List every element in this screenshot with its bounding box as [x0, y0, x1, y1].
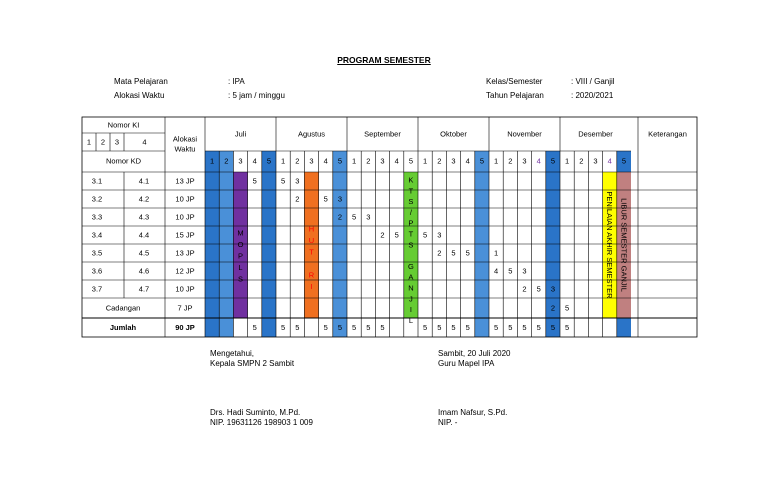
- week-cell-value: 5: [465, 248, 470, 258]
- event-letter: H: [308, 224, 315, 234]
- header-nomor-kd: Nomor KD: [105, 156, 142, 166]
- event-letter: N: [408, 283, 414, 293]
- event-letter: L: [238, 263, 243, 272]
- document-title: PROGRAM SEMESTER: [337, 55, 431, 65]
- jp-value: 10 JP: [175, 212, 195, 222]
- event-letter: T: [408, 229, 414, 239]
- jp-value: 10 JP: [175, 284, 195, 294]
- cadangan-label: Cadangan: [105, 303, 141, 313]
- week-cell-value: 5: [550, 323, 555, 332]
- jp-value: 13 JP: [175, 248, 195, 258]
- event-letter: J: [409, 294, 413, 304]
- ki-number: 3: [114, 137, 120, 147]
- week-cell-value: 3: [522, 266, 527, 276]
- week-cell-value: 2: [380, 230, 385, 240]
- ki-value: 3.5: [91, 248, 103, 258]
- week-cell-value: 4: [494, 266, 499, 276]
- header-alokasi: Alokasi: [172, 134, 198, 144]
- kd-value: 4.5: [138, 248, 150, 258]
- week-cell-value: 5: [252, 323, 257, 332]
- week-cell-value: 5: [451, 248, 456, 258]
- week-cell-value: 5: [465, 323, 470, 332]
- jp-value: 15 JP: [175, 230, 195, 240]
- jp-value: 12 JP: [175, 266, 195, 276]
- week-number: 5: [550, 156, 555, 166]
- kelas-label: Kelas/Semester: [486, 77, 543, 86]
- week-cell-value: 2: [295, 194, 300, 204]
- event-letter: M: [237, 228, 244, 238]
- week-number: 3: [309, 156, 314, 166]
- week-cell-value: 5: [508, 266, 513, 276]
- week-number: 3: [451, 156, 456, 166]
- ki-number: 1: [86, 137, 92, 147]
- event-letter: S: [408, 197, 414, 207]
- event-letter: P: [408, 218, 414, 228]
- event-letter: S: [408, 240, 414, 250]
- month-header: Juli: [234, 129, 247, 139]
- month-header: Oktober: [440, 129, 467, 139]
- week-number: 1: [210, 156, 215, 166]
- week-number: 3: [593, 156, 598, 166]
- event-label: LIBUR SEMESTER GANJIL: [619, 198, 629, 292]
- week-number: 5: [479, 156, 484, 166]
- alokasi-value: : 5 jam / minggu: [228, 91, 285, 100]
- month-header: Agustus: [297, 129, 326, 139]
- week-number: 1: [494, 156, 499, 166]
- tahun-label: Tahun Pelajaran: [486, 91, 544, 100]
- cadangan-jp: 7 JP: [177, 303, 193, 313]
- event-letter: O: [237, 240, 244, 249]
- sig-left-line1: Mengetahui,: [210, 349, 255, 358]
- event-letter: I: [409, 305, 412, 315]
- header-alokasi: Waktu: [174, 144, 196, 154]
- sig-left-line2: Kepala SMPN 2 Sambit: [210, 359, 295, 368]
- event-letter: S: [237, 274, 244, 284]
- week-number: 5: [621, 156, 626, 166]
- week-cell-value: 3: [550, 284, 555, 294]
- week-cell-value: 5: [565, 303, 570, 313]
- week-cell-value: 5: [494, 323, 499, 332]
- jumlah-label: Jumlah: [109, 323, 137, 332]
- sig-left-name: Drs. Hadi Suminto, M.Pd.: [210, 408, 301, 417]
- event-letter: R: [308, 270, 315, 280]
- week-cell-value: 5: [437, 323, 442, 332]
- ki-value: 3.4: [91, 230, 103, 240]
- jp-value: 13 JP: [175, 176, 195, 186]
- week-cell-value: 5: [536, 284, 541, 294]
- event-letter: /: [409, 207, 412, 217]
- kd-value: 4.1: [138, 176, 150, 186]
- week-number: 3: [238, 156, 243, 166]
- event-letter: K: [408, 175, 414, 185]
- kd-value: 4.7: [138, 284, 150, 294]
- jp-value: 10 JP: [175, 194, 195, 204]
- event-letter: A: [408, 272, 414, 282]
- week-cell-value: 5: [522, 323, 527, 332]
- week-cell-value: 5: [366, 323, 371, 332]
- sig-right-line1: Sambit, 20 Juli 2020: [438, 349, 511, 358]
- week-cell-value: 1: [494, 248, 499, 258]
- ki-value: 3.2: [91, 194, 103, 204]
- week-cell-value: 5: [394, 230, 399, 240]
- week-number: 5: [408, 156, 413, 166]
- week-number: 4: [607, 156, 612, 166]
- week-number: 4: [394, 156, 399, 166]
- week-number: 2: [224, 156, 229, 166]
- event-label: PENILAIAN AKHIR SEMESTER: [605, 191, 615, 299]
- event-letter: I: [310, 282, 313, 291]
- week-number: 4: [465, 156, 470, 166]
- week-cell-value: 3: [366, 212, 371, 222]
- week-cell-value: 5: [281, 323, 286, 332]
- event-letter: G: [407, 261, 414, 271]
- week-number: 1: [281, 156, 286, 166]
- week-cell-value: 2: [437, 248, 442, 258]
- month-header: September: [364, 129, 401, 139]
- week-number: 2: [579, 156, 584, 166]
- week-cell-value: 3: [295, 176, 300, 186]
- ki-value: 3.3: [91, 212, 103, 222]
- event-letter: L: [408, 315, 413, 325]
- week-cell-value: 2: [550, 303, 555, 313]
- week-number: 3: [522, 156, 527, 166]
- week-number: 1: [423, 156, 428, 166]
- month-header: November: [507, 129, 542, 139]
- week-number: 5: [337, 156, 342, 166]
- week-number: 5: [266, 156, 271, 166]
- header-keterangan: Keterangan: [648, 129, 687, 139]
- kelas-value: : VIII / Ganjil: [571, 77, 615, 86]
- ki-value: 3.6: [91, 266, 103, 276]
- mapel-value: : IPA: [228, 77, 245, 86]
- ki-value: 3.1: [91, 176, 103, 186]
- ki-value: 3.7: [91, 284, 103, 294]
- kd-value: 4.3: [138, 212, 150, 222]
- kd-value: 4.6: [138, 266, 150, 276]
- mapel-label: Mata Pelajaran: [114, 77, 168, 86]
- week-number: 1: [565, 156, 570, 166]
- tahun-value: : 2020/2021: [571, 91, 614, 100]
- alokasi-label: Alokasi Waktu: [114, 91, 165, 100]
- week-number: 2: [437, 156, 442, 166]
- week-cell-value: 5: [252, 176, 257, 186]
- week-number: 2: [295, 156, 300, 166]
- event-letter: U: [308, 236, 315, 245]
- week-cell-value: 5: [352, 323, 357, 332]
- week-cell-value: 5: [281, 176, 286, 186]
- kd-value: 4.4: [138, 230, 150, 240]
- week-number: 1: [352, 156, 357, 166]
- week-number: 3: [380, 156, 385, 166]
- month-header: Desember: [578, 129, 613, 139]
- week-cell-value: 5: [508, 323, 513, 332]
- sig-right-nip: NIP. -: [438, 418, 458, 427]
- week-cell-value: 2: [337, 212, 342, 222]
- event-letter: T: [408, 186, 414, 196]
- week-cell-value: 3: [437, 230, 442, 240]
- sig-right-name: Imam Nafsur, S.Pd.: [438, 408, 508, 417]
- week-cell-value: 5: [423, 323, 428, 332]
- week-cell-value: 5: [380, 323, 385, 332]
- event-letter: P: [237, 251, 244, 261]
- ki-number: 2: [100, 137, 106, 147]
- header-nomor-ki: Nomor KI: [107, 120, 140, 130]
- week-cell-value: 5: [323, 194, 328, 204]
- week-cell-value: 5: [337, 323, 342, 332]
- week-number: 2: [366, 156, 371, 166]
- week-cell-value: 5: [323, 323, 328, 332]
- week-number: 4: [536, 156, 541, 166]
- week-cell-value: 5: [352, 212, 357, 222]
- jumlah-jp: 90 JP: [175, 323, 195, 332]
- week-cell-value: 5: [451, 323, 456, 332]
- kd-value: 4.2: [138, 194, 150, 204]
- week-cell-value: 5: [423, 230, 428, 240]
- week-cell-value: 5: [565, 323, 570, 332]
- week-cell-value: 5: [295, 323, 300, 332]
- week-number: 4: [323, 156, 328, 166]
- sig-left-nip: NIP. 19631126 198903 1 009: [210, 418, 313, 427]
- week-cell-value: 2: [522, 284, 527, 294]
- event-letter: T: [309, 247, 314, 257]
- sig-right-line2: Guru Mapel IPA: [438, 359, 495, 368]
- event-bar: [304, 172, 318, 318]
- week-number: 2: [508, 156, 513, 166]
- week-cell-value: 5: [536, 323, 541, 332]
- week-cell-value: 3: [337, 194, 342, 204]
- week-number: 4: [252, 156, 257, 166]
- ki-number: 4: [142, 137, 147, 147]
